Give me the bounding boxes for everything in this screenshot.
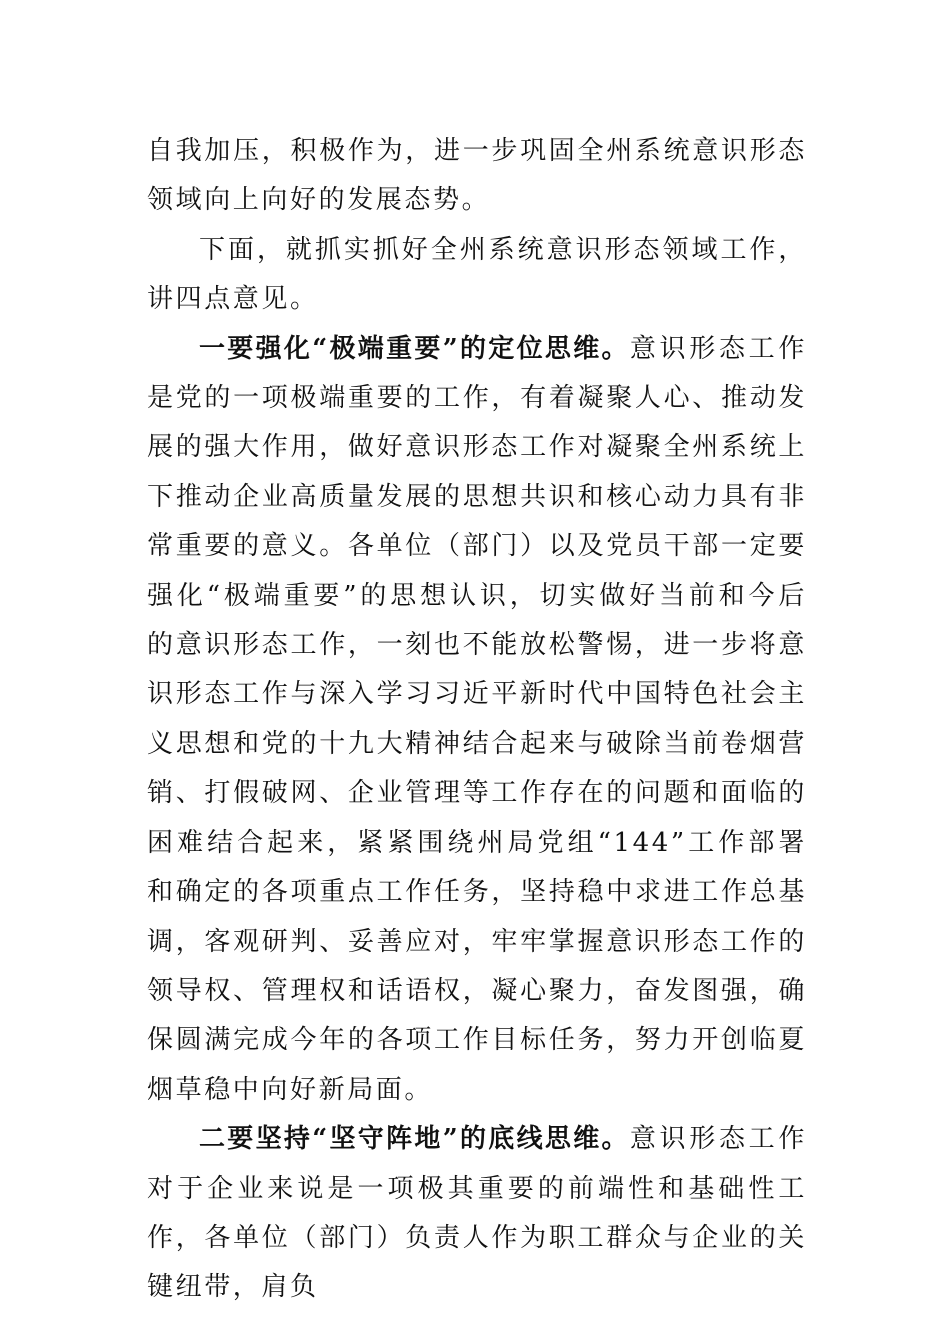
paragraph-1 <box>147 127 807 226</box>
paragraph-4-heading: 二要坚持“坚守阵地”的底线思维。 <box>199 1124 630 1155</box>
paragraph-4 <box>147 1115 807 1313</box>
paragraph-1-text: 自我加压，积极作为，进一步巩固全州系统意识形态领域向上向好的发展态势。 <box>147 136 807 216</box>
paragraph-3-text: 意识形态工作是党的一项极端重要的工作，有着凝聚人心、推动发展的强大作用，做好意识形态工作对凝聚全州系统上下推动企业高质量发展的思想共识和核心动力具有非常重要的意义。各单位（部门）以及党员干部一定要强化“极端重要”的思想认识，切实做好当前和今后的意识形态工作，一刻也不能放松警惕，进一步将意识形态工作与深入学习习近平新时代中国特色社会主义思想和党的十九大精神结合起来与破除当前卷烟营销、打假破网、企业管理等工作存在的问题和面临的困难结合起来，紧紧围绕州局党组“144”工作部署和确定的各项重点工作任务，坚持稳中求进工作总基调，客观研判、妥善应对，牢牢掌握意识形态工作的领导权、管理权和话语权，凝心聚力，奋发图强，确保圆满完成今年的各项工作目标任务，努力开创临夏烟草稳中向好新局面。 <box>147 333 807 1105</box>
paragraph-3-heading: 一要强化“极端重要”的定位思维。 <box>199 333 630 364</box>
paragraph-2 <box>147 226 807 325</box>
paragraph-2-text: 下面，就抓实抓好全州系统意识形态领域工作，讲四点意见。 <box>147 234 807 315</box>
paragraph-4-text: 意识形态工作对于企业来说是一项极其重要的前端性和基础性工作，各单位（部门）负责人作为职工群众与企业的关键纽带，肩负 <box>147 1124 807 1303</box>
body-text <box>147 127 807 1313</box>
paragraph-3 <box>147 325 807 1116</box>
